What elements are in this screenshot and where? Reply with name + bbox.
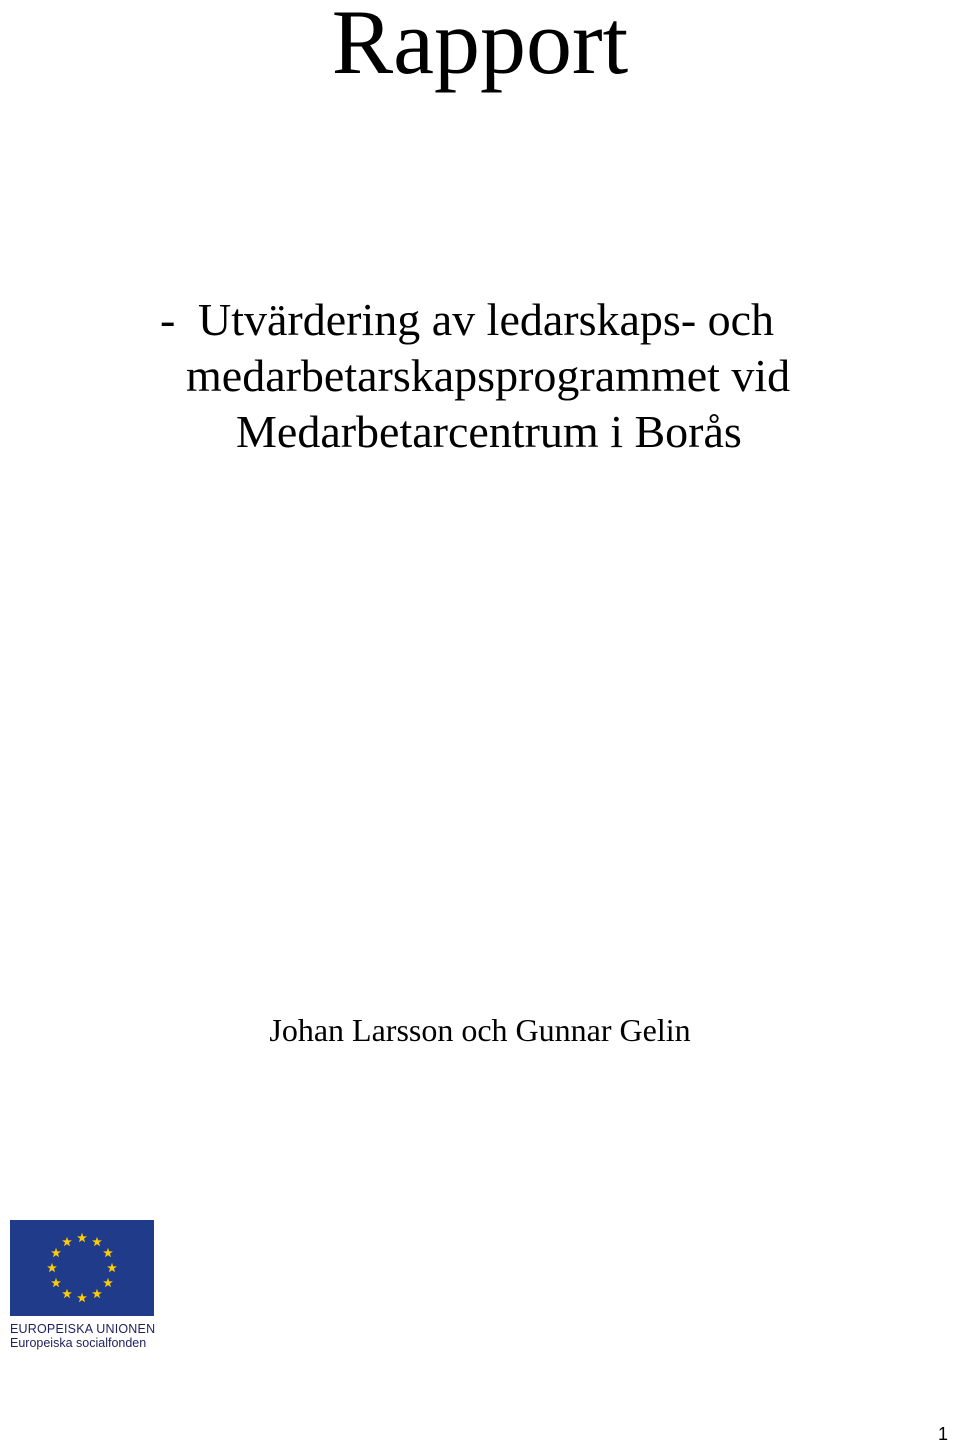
eu-flag-icon	[10, 1220, 154, 1316]
eu-logo-line-2: Europeiska socialfonden	[10, 1336, 147, 1350]
subtitle-line-3: Medarbetarcentrum i Borås	[236, 406, 742, 457]
subtitle-line-1-text: Utvärdering av ledarskaps- och	[198, 294, 775, 345]
document-subtitle	[160, 292, 920, 460]
eu-logo	[10, 1220, 160, 1351]
document-title: Rapport	[331, 0, 629, 93]
subtitle-line-1	[160, 292, 920, 348]
eu-logo-text	[10, 1322, 160, 1351]
subtitle-dash: -	[160, 294, 176, 345]
page-number: 1	[937, 1424, 948, 1444]
authors: Johan Larsson och Gunnar Gelin	[269, 1012, 691, 1048]
eu-logo-line-1: EUROPEISKA UNIONEN	[10, 1322, 156, 1336]
subtitle-line-2: medarbetarskapsprogrammet vid	[186, 350, 791, 401]
